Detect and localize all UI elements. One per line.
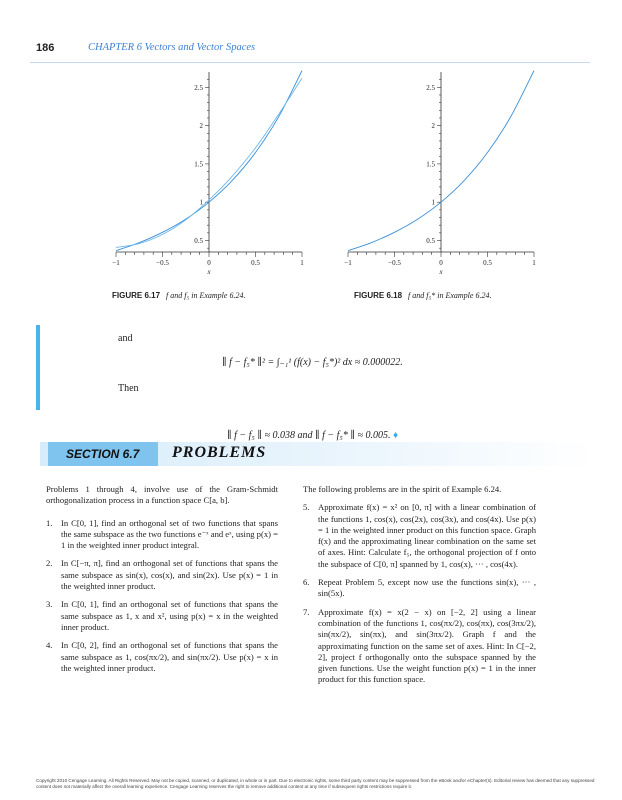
x-tick-label: −0.5 bbox=[156, 259, 169, 267]
problem-number: 1. bbox=[46, 517, 53, 528]
problem-text: Approximate f(x) = x(2 − x) on [−2, 2] using a linear combination of the functions 1, cos(πx/2), cos(πx), cos(3πx/2), sin(πx/2), sin(πx), and sin(3πx/2). Graph f and the approximating function on the same set of axes. Hint: In C[−2, 2], project f orthogonally onto the subspace spanned by the given functions. Use the weight function p(x) = 1 in the inner product for this function space. bbox=[318, 606, 536, 685]
y-tick-label: 2.5 bbox=[426, 83, 435, 92]
problems-intro: The following problems are in the spirit of Example 6.24. bbox=[303, 484, 502, 494]
y-tick-label: 1.5 bbox=[194, 160, 203, 169]
problems-intro: Problems 1 through 4, involve use of the Gram-Schmidt orthogonalization process in a function space C[a, b]. bbox=[46, 484, 278, 506]
figure-6-17-caption bbox=[112, 291, 245, 300]
figure-6-17-plot bbox=[104, 66, 314, 282]
problem-item bbox=[303, 607, 536, 686]
equation-text: ∥ f − f₅ ∥ ≈ 0.038 and ∥ f − f₅* ∥ ≈ 0.005. bbox=[227, 430, 391, 441]
problem-item bbox=[46, 558, 278, 592]
figure-label: FIGURE 6.18 bbox=[354, 291, 403, 300]
problem-item bbox=[46, 640, 278, 674]
x-tick-label: 0 bbox=[439, 259, 443, 267]
x-tick-label: 0.5 bbox=[483, 259, 492, 267]
text-then: Then bbox=[118, 383, 139, 394]
x-tick-label: −1 bbox=[344, 259, 352, 267]
copyright-notice: Copyright 2010 Cengage Learning. All Rights Reserved. May not be copied, scanned, or duplicated, in whole or in part. Due to electronic rights, some third party content may be suppressed from the eBook and/or eChapter(s). Editorial review has deemed that any suppressed content does not materially affect the overall learning experience. Cengage Learning reserves the right to remove additional content at any time if subsequent rights restrictions require it. bbox=[36, 778, 595, 789]
y-tick-label: 2 bbox=[199, 122, 203, 131]
end-of-example-icon: ♦ bbox=[393, 430, 399, 441]
y-tick-label: 2 bbox=[431, 122, 435, 131]
text-and: and bbox=[118, 333, 133, 344]
equation-norm-integral: ∥ f − f₅* ∥² = ∫₋₁¹ (f(x) − f₅*)² dx ≈ 0.000022. bbox=[222, 357, 403, 368]
problem-text: In C[0, 1], find an orthogonal set of functions that spans the same subspace as 1, x and x², using p(x) = x in the weighted inner product. bbox=[61, 599, 278, 632]
margin-bar bbox=[36, 325, 40, 410]
problem-text: Approximate f(x) = x² on [0, π] with a linear combination of the functions 1, cos(x), cos(2x), cos(3x), and cos(4x). Use p(x) = 1 in the weighted inner product on this function space. Graph f(x) and the approximating linear combination on the same set of axes. Hint: Calculate f₅, the orthogonal projection of f onto the subspace of C[0, π] spanned by 1, cos(x), ··· , cos(4x). bbox=[318, 502, 536, 569]
x-axis-label: x bbox=[439, 268, 443, 276]
problem-text: In C[0, 1], find an orthogonal set of two functions that spans the same subspace as the two functions e⁻ˣ and eˣ, using p(x) = 1 in the weighted inner product integral. bbox=[61, 517, 278, 551]
problem-item bbox=[46, 599, 278, 633]
y-tick-label: 1 bbox=[431, 198, 435, 207]
left-column bbox=[46, 484, 278, 681]
section-label: SECTION 6.7 bbox=[66, 447, 140, 461]
problem-number: 6. bbox=[303, 577, 310, 588]
x-axis-label: x bbox=[207, 268, 211, 276]
problem-item bbox=[303, 577, 536, 600]
problem-number: 7. bbox=[303, 606, 310, 617]
problem-item bbox=[303, 502, 536, 570]
y-tick-label: 0.5 bbox=[194, 237, 203, 246]
x-tick-label: 1 bbox=[300, 259, 304, 267]
x-tick-label: 0 bbox=[207, 259, 211, 267]
x-tick-label: 1 bbox=[532, 259, 536, 267]
problem-number: 3. bbox=[46, 599, 53, 610]
y-tick-label: 1 bbox=[199, 198, 203, 207]
x-tick-label: 0.5 bbox=[251, 259, 260, 267]
figure-label: FIGURE 6.17 bbox=[112, 291, 161, 300]
problem-number: 5. bbox=[303, 502, 310, 513]
header-rule bbox=[30, 62, 590, 63]
chapter-title: CHAPTER 6 Vectors and Vector Spaces bbox=[88, 42, 256, 53]
x-tick-label: −1 bbox=[112, 259, 120, 267]
problem-text: Repeat Problem 5, except now use the functions sin(x), ··· , sin(5x). bbox=[318, 577, 536, 599]
section-title: PROBLEMS bbox=[172, 444, 267, 461]
equation-norm-values bbox=[227, 430, 398, 441]
problem-text: In C[−π, π], find an orthogonal set of functions that spans the same subspace as sin(x), cos(x), and sin(2x). Use p(x) = 1 in the weighted inner product. bbox=[61, 558, 278, 592]
problem-text: In C[0, 2], find an orthogonal set of functions that spans the same subspace as 1, cos(πx/2), and sin(πx/2). Use p(x) = x in the weighted inner product. bbox=[61, 640, 278, 673]
figure-6-18-plot bbox=[336, 66, 546, 282]
x-tick-label: −0.5 bbox=[388, 259, 401, 267]
figure-6-18-caption bbox=[354, 291, 491, 300]
page-number: 186 bbox=[36, 42, 55, 54]
figure-text: f and f₅ in Example 6.24. bbox=[166, 291, 246, 300]
problem-number: 2. bbox=[46, 558, 53, 569]
problem-list-right bbox=[303, 502, 536, 685]
y-tick-label: 0.5 bbox=[426, 237, 435, 246]
problem-list-left bbox=[46, 518, 278, 675]
right-column bbox=[303, 484, 536, 693]
problem-item bbox=[46, 518, 278, 552]
figure-text: f and f₅* in Example 6.24. bbox=[408, 291, 492, 300]
y-tick-label: 1.5 bbox=[426, 160, 435, 169]
y-tick-label: 2.5 bbox=[194, 83, 203, 92]
problem-number: 4. bbox=[46, 640, 53, 651]
